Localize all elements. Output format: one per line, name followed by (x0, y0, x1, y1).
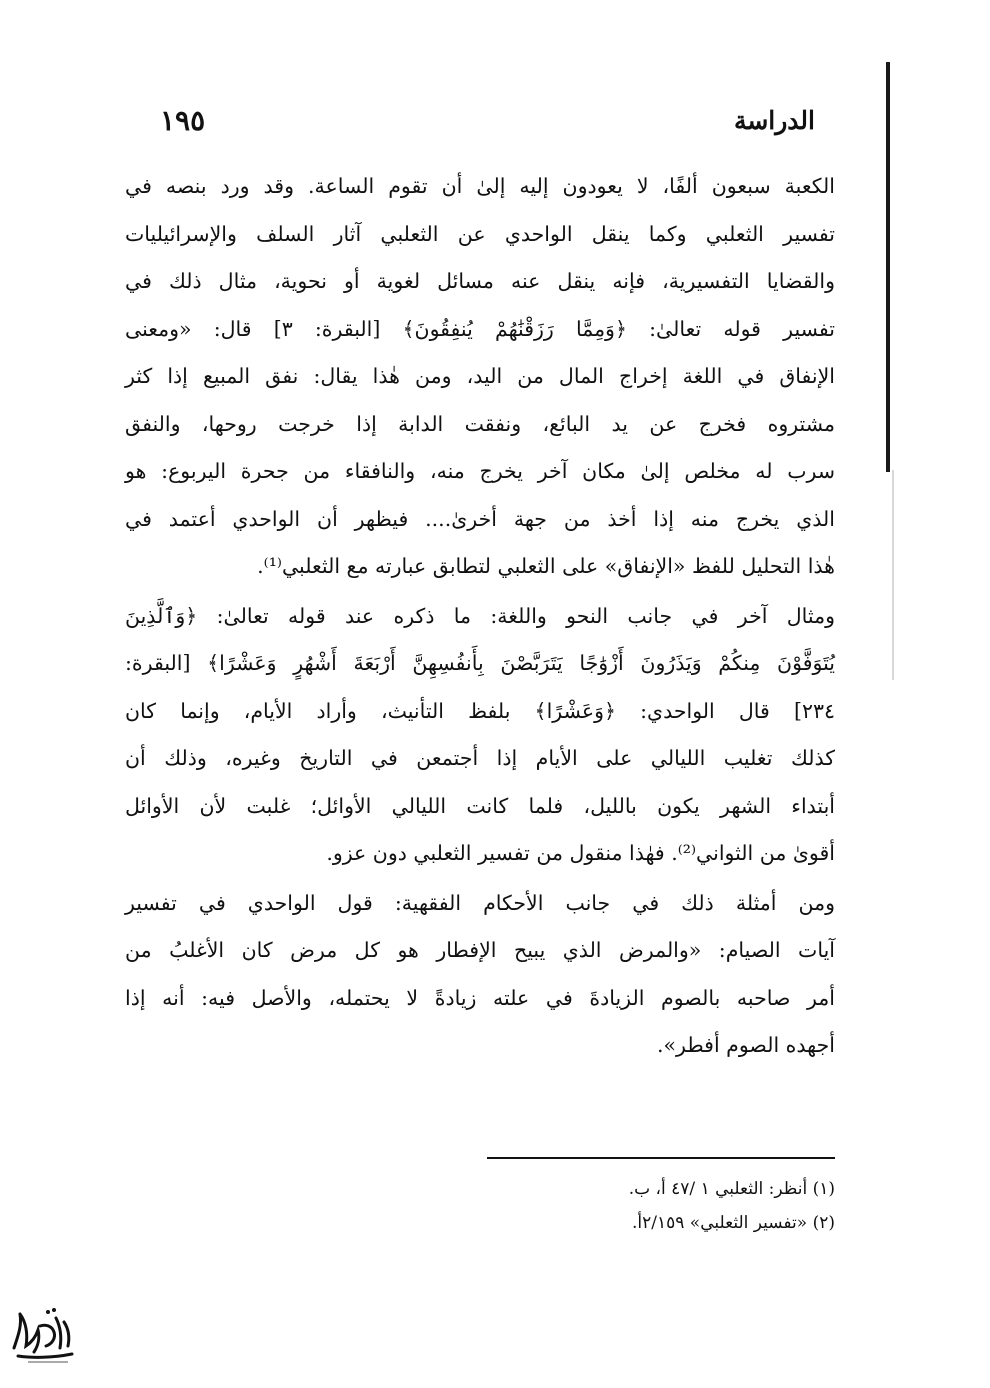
main-text (125, 163, 835, 1070)
text-line: ومثال آخر في جانب النحو واللغة: ما ذكره عند قوله تعالىٰ: ﴿وَٱلَّذِينَ (125, 603, 835, 628)
text-line: تفسير الثعلبي وكما ينقل الواحدي عن الثعلبي آثار السلف والإسرائيليات (125, 221, 835, 246)
text-line: الذي يخرج منه إذا أخذ من جهة أخرىٰ.... فيظهر أن الواحدي أعتمد في (125, 506, 835, 531)
text-line: يُتَوَفَّوْنَ مِنكُمْ وَيَذَرُونَ أَزْوَٰجًا يَتَرَبَّصْنَ بِأَنفُسِهِنَّ أَرْبَعَةَ أَشْهُرٍ وَعَشْرًا﴾ [البقرة: (125, 651, 835, 675)
page-header (160, 100, 815, 140)
text-line: أقوىٰ من الثواني⁽²⁾. فهٰذا منقول من تفسير الثعلبي دون عزو. (326, 841, 835, 865)
text-line: والقضايا التفسيرية، فإنه ينقل عنه مسائل لغوية أو نحوية، مثال ذلك في (125, 269, 835, 293)
text-line: أبتداء الشهر يكون بالليل، فلما كانت الليالي الأوائل؛ غلبت لأن الأوائل (125, 793, 835, 818)
footnote-separator (487, 1157, 835, 1159)
margin-rule (886, 62, 890, 472)
text-line: آيات الصيام: «والمرض الذي يبيح الإفطار هو كل مرض كان الأغلبُ من (125, 938, 835, 962)
calligraphy-logo (8, 1296, 78, 1366)
text-line: ومن أمثلة ذلك في جانب الأحكام الفقهية: قول الواحدي في تفسير (125, 890, 835, 915)
text-line: تفسير قوله تعالىٰ: ﴿وَمِمَّا رَزَقْنَٰهُمْ يُنفِقُونَ﴾ [البقرة: ٣] قال: «ومعنى (125, 316, 835, 341)
footnotes (300, 1172, 835, 1240)
margin-rule-faint (892, 470, 894, 680)
text-line: أمر صاحبه بالصوم الزيادةَ في علته زيادةً لا يحتمله، والأصل فيه: أنه إذا (125, 985, 835, 1010)
footnote: (٢) «تفسير الثعلبي» ٢/١٥٩أ. (631, 1213, 835, 1233)
text-line: كذلك تغليب الليالي على الأيام إذا أجتمعن في التاريخ وغيره، وذلك أن (125, 746, 835, 770)
page-number: ١٩٥ (160, 103, 206, 137)
footnote: (١) أنظر: الثعلبي ١ /٤٧ أ، ب. (628, 1179, 835, 1199)
text-line: سرب له مخلص إلىٰ مكان آخر يخرج منه، والنافقاء من جحرة اليربوع: هو (125, 459, 835, 483)
text-line: الإنفاق في اللغة إخراج المال من اليد، ومن هٰذا يقال: نفق المبيع إذا كثر (125, 364, 835, 388)
text-line: مشتروه فخرج عن يد البائع، ونفقت الدابة إذا خرجت روحها، والنفق (125, 411, 835, 436)
text-line: أجهده الصوم أفطر». (656, 1033, 835, 1057)
text-line: الكعبة سبعون ألفًا، لا يعودون إليه إلىٰ أن تقوم الساعة. وقد ورد بنصه في (125, 174, 835, 198)
text-line: هٰذا التحليل للفظ «الإنفاق» على الثعلبي لتطابق عبارته مع الثعلبي⁽¹⁾. (257, 554, 835, 578)
running-title: الدراسة (733, 105, 815, 135)
text-line: ٢٣٤] قال الواحدي: ﴿وَعَشْرًا﴾ بلفظ التأنيث، وأراد الأيام، وإنما كان (125, 698, 835, 723)
